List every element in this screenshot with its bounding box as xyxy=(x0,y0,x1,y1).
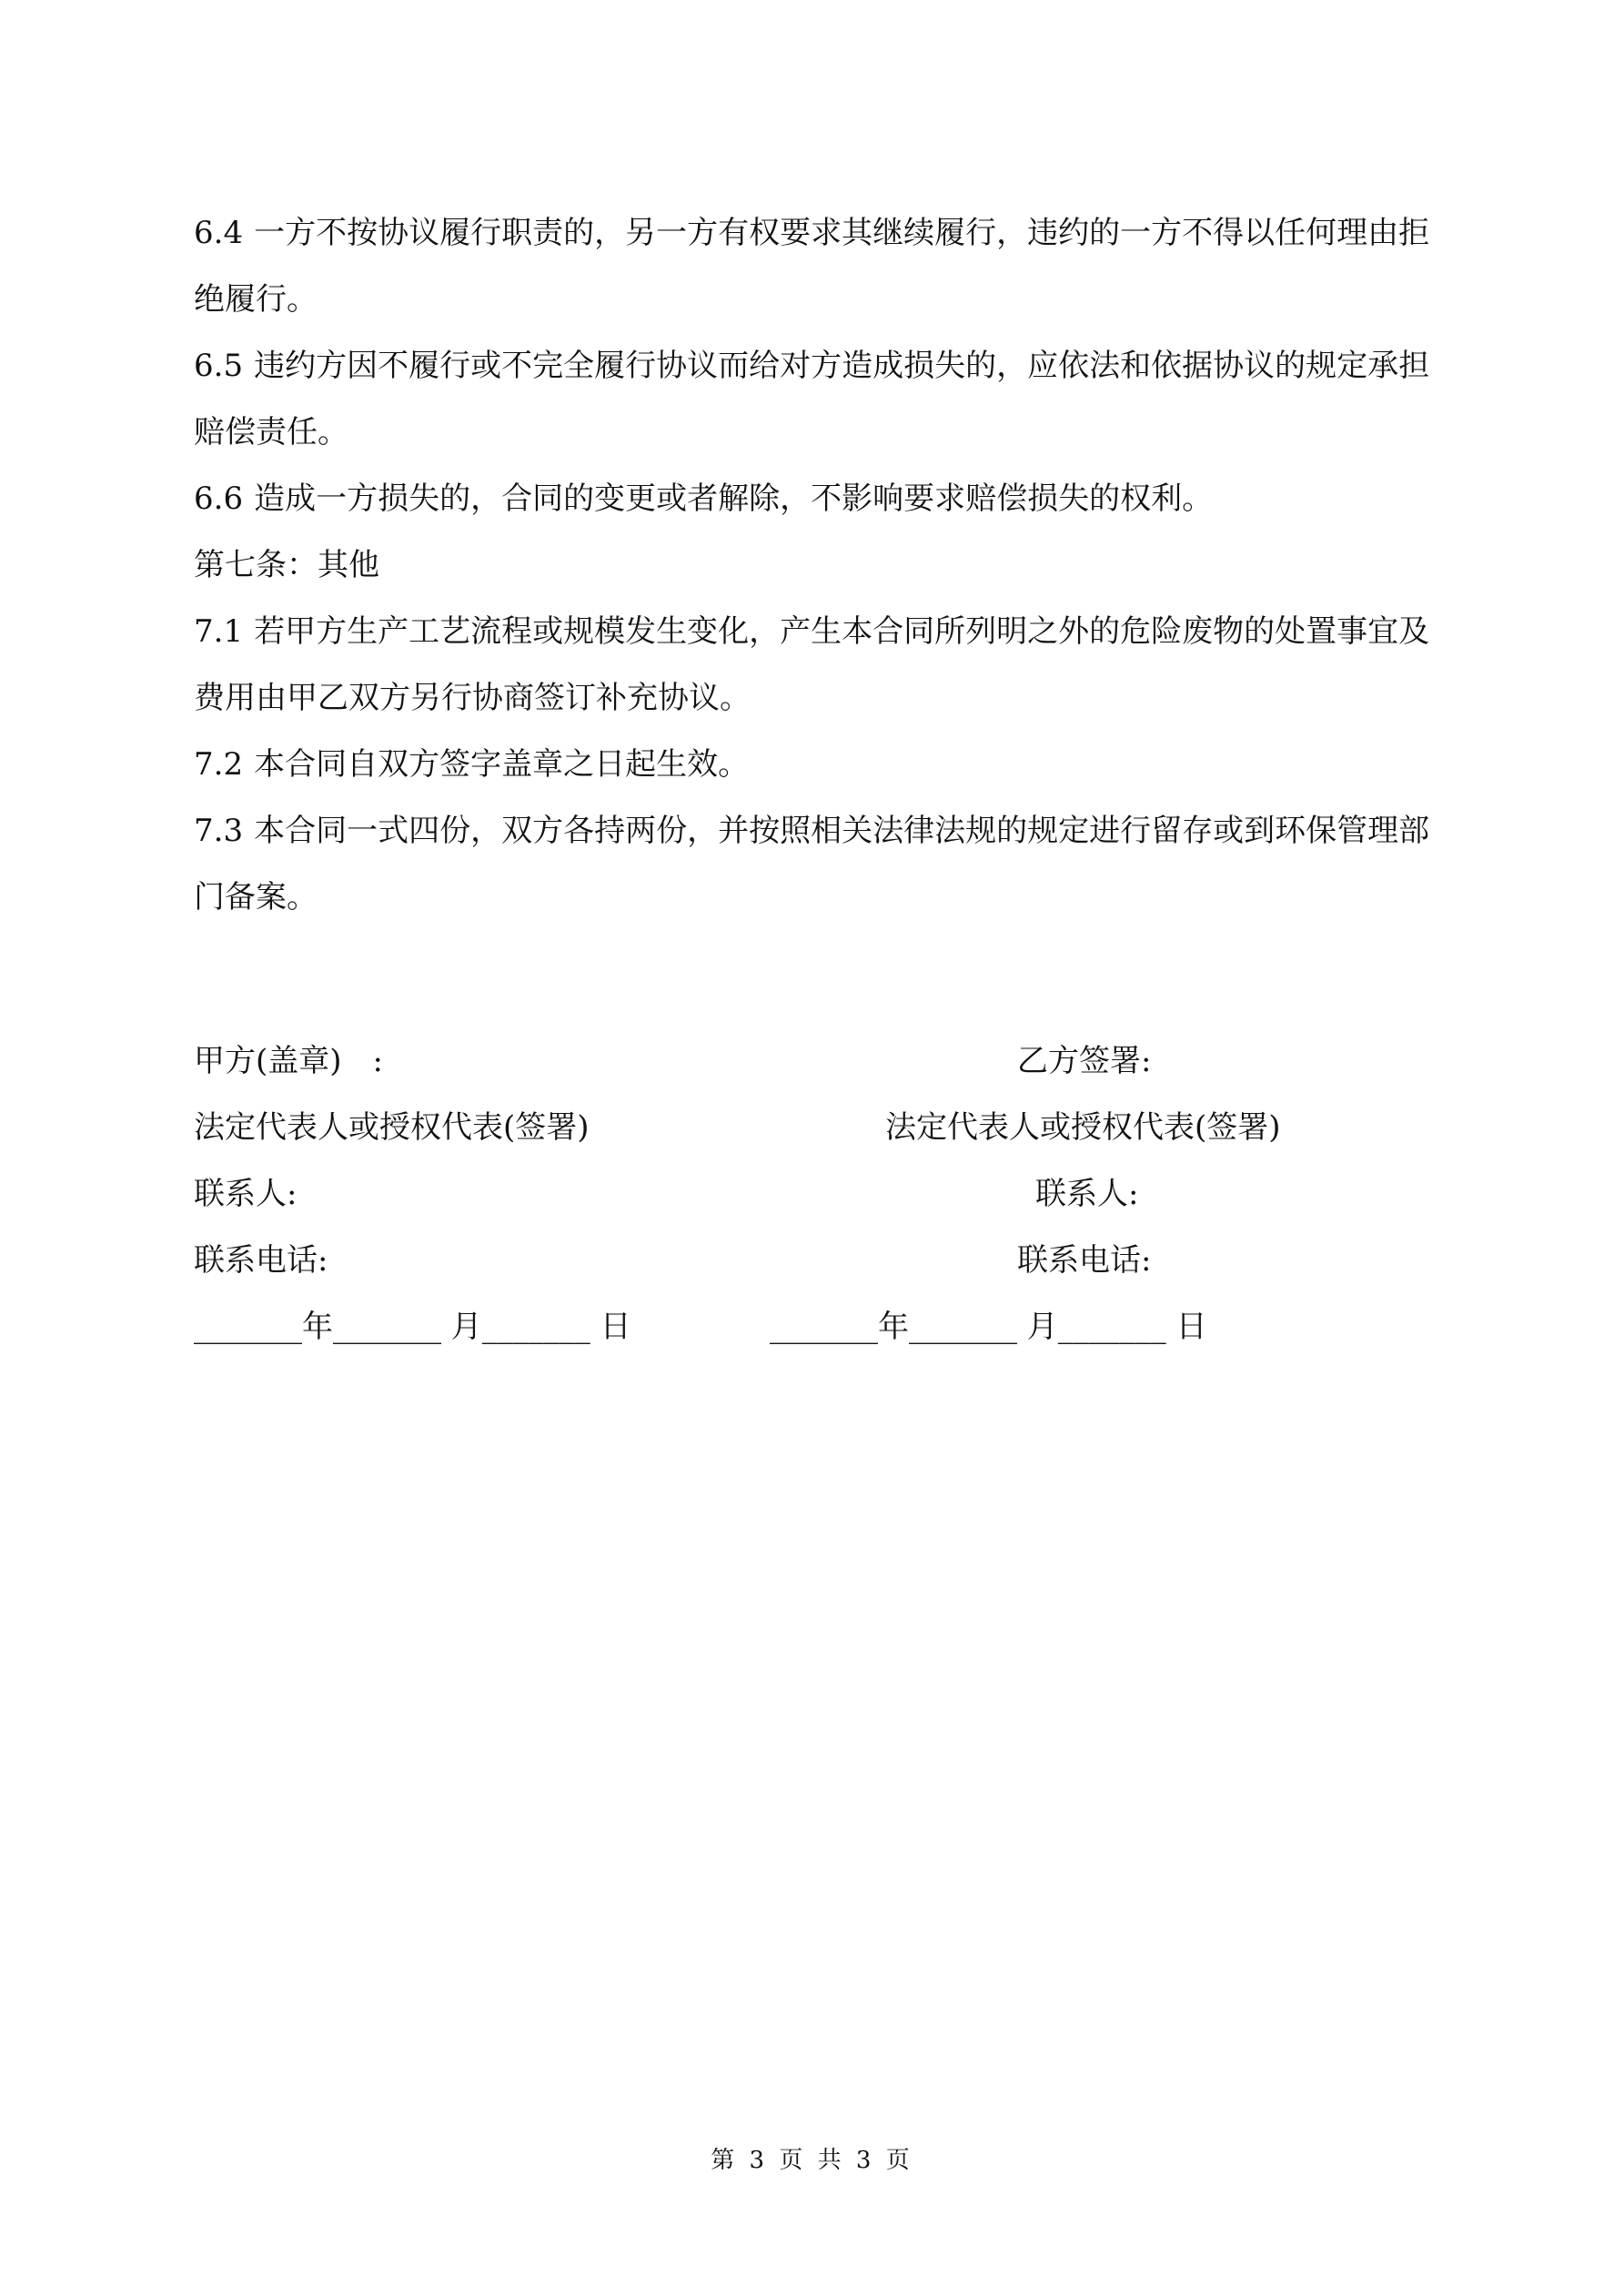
clause-6-4 xyxy=(194,200,1440,333)
clause-text: 若甲方生产工艺流程或规模发生变化，产生本合同所列明之外的危险废物的处置事宜及费用由甲乙双方另行协商签订补充协议。 xyxy=(194,613,1430,716)
clause-number: 7.1 xyxy=(194,613,244,650)
clause-text: 一方不按协议履行职责的，另一方有权要求其继续履行，违约的一方不得以任何理由拒绝履行。 xyxy=(194,215,1430,318)
party-a-seal-label: 甲方(盖章) : xyxy=(194,1043,383,1079)
clause-text: 造成一方损失的，合同的变更或者解除，不影响要求赔偿损失的权利。 xyxy=(254,480,1214,517)
clause-6-6 xyxy=(194,466,1440,532)
clause-text: 违约方因不履行或不完全履行协议而给对方造成损失的，应依法和依据协议的规定承担赔偿责任。 xyxy=(194,348,1430,450)
contract-body xyxy=(194,200,1440,931)
party-b-sign-label: 乙方签署: xyxy=(1017,1043,1152,1079)
clause-number: 7.3 xyxy=(194,813,244,849)
clause-6-5 xyxy=(194,333,1440,466)
clause-7-2 xyxy=(194,732,1440,798)
clause-7-1 xyxy=(194,599,1440,732)
clause-number: 6.4 xyxy=(194,215,244,251)
clause-number: 6.6 xyxy=(194,480,244,517)
party-b-date-line: _______年_______ 月_______ 日 xyxy=(770,1309,1207,1345)
party-b-representative-label: 法定代表人或授权代表(签署) xyxy=(885,1109,1281,1146)
clause-number: 7.2 xyxy=(194,746,244,783)
page-footer: 第 3 页 共 3 页 xyxy=(711,2147,913,2174)
clause-number: 6.5 xyxy=(194,348,244,384)
clause-text: 本合同一式四份，双方各持两份，并按照相关法律法规的规定进行留存或到环保管理部门备案。 xyxy=(194,813,1430,915)
party-b-phone-label: 联系电话: xyxy=(1017,1242,1152,1279)
party-a-contact-label: 联系人: xyxy=(194,1176,298,1212)
party-a-phone-label: 联系电话: xyxy=(194,1242,328,1279)
clause-7-3 xyxy=(194,798,1440,931)
party-a-date-line: _______年_______ 月_______ 日 xyxy=(194,1309,631,1345)
clause-text: 本合同自双方签字盖章之日起生效。 xyxy=(254,746,750,783)
article-7-heading xyxy=(194,532,1440,599)
party-b-contact-label: 联系人: xyxy=(1035,1176,1139,1212)
party-a-representative-label: 法定代表人或授权代表(签署) xyxy=(194,1109,590,1146)
article-heading-text: 第七条：其他 xyxy=(194,547,379,583)
